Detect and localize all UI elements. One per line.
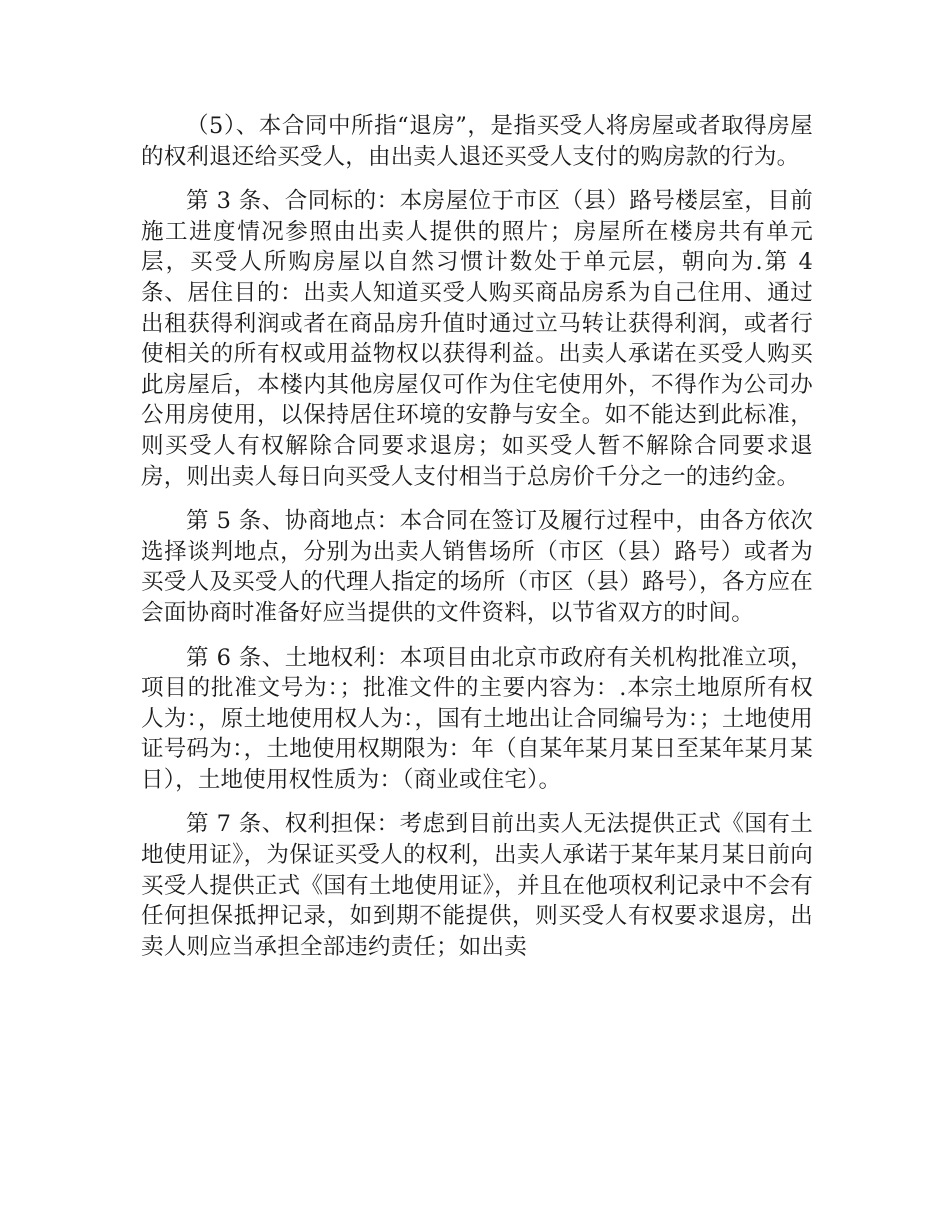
- paragraph-article-5: 第 5 条、协商地点：本合同在签订及履行过程中，由各方依次选择谈判地点，分别为出卖人销售场所（市区（县）路号）或者为买受人及买受人的代理人指定的场所（市区（县）路号），各方应在会面协商时准备好应当提供的文件资料，以节省双方的时间。: [141, 508, 813, 626]
- paragraph-return-definition: （5）、本合同中所指“退房”，是指买受人将房屋或者取得房屋的权利退还给买受人，由出卖人退还买受人支付的购房款的行为。: [141, 113, 813, 170]
- paragraph-article-3-4: 第 3 条、合同标的：本房屋位于市区（县）路号楼层室，目前施工进度情况参照由出卖人提供的照片；房屋所在楼房共有单元层，买受人所购房屋以自然习惯计数处于单元层，朝向为.第 4 条、居住目的：出卖人知道买受人购买商品房系为自己住用、通过出租获得利润或者在商品房升值时通过立马转让获得利润，或者行使相关的所有权或用益物权以获得利益。出卖人承诺在买受人购买此房屋后，本楼内其他房屋仅可作为住宅使用外，不得作为公司办公用房使用，以保持居住环境的安静与安全。如不能达到此标准，则买受人有权解除合同要求退房；如买受人暂不解除合同要求退房，则出卖人每日向买受人支付相当于总房价千分之一的违约金。: [141, 188, 813, 490]
- document-page: [141, 111, 813, 976]
- paragraph-article-7: 第 7 条、权利担保：考虑到目前出卖人无法提供正式《国有土地使用证》，为保证买受人的权利，出卖人承诺于某年某月某日前向买受人提供正式《国有土地使用证》，并且在他项权利记录中不会有任何担保抵押记录，如到期不能提供，则买受人有权要求退房，出卖人则应当承担全部违约责任；如出卖: [141, 811, 813, 960]
- paragraph-article-6: 第 6 条、土地权利：本项目由北京市政府有关机构批准立项，项目的批准文号为：；批准文件的主要内容为：.本宗土地原所有权人为：，原土地使用权人为：，国有土地出让合同编号为：；土地使用证号码为：，土地使用权期限为：年（自某年某月某日至某年某月某日），土地使用权性质为：（商业或住宅）。: [141, 644, 813, 793]
